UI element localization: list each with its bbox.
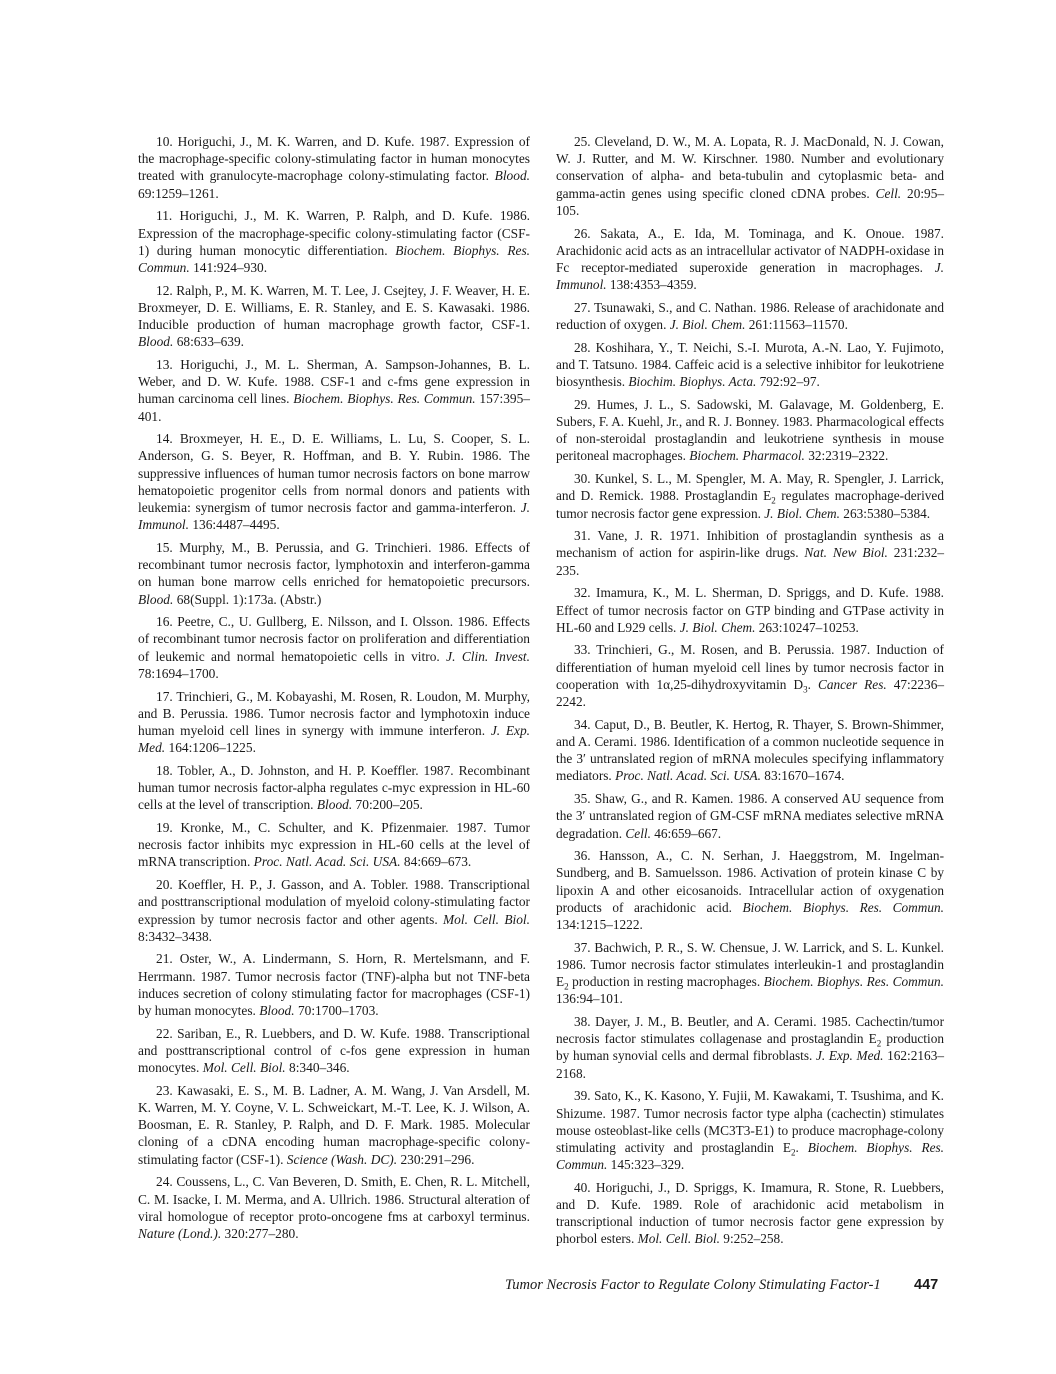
reference-item: 19. Kronke, M., C. Schulter, and K. Pfizenmaier. 1987. Tumor necrosis factor inhibits myc expression in HL-60 cells at the level of mRNA transcription. Proc. Natl. Acad. Sci. USA. 84:669–673. xyxy=(138,820,530,870)
reference-item: 28. Koshihara, Y., T. Neichi, S.-I. Murota, A.-N. Lao, Y. Fujimoto, and T. Tatsuno. 1984. Caffeic acid is a selective inhibitor for leukotriene biosynthesis. Biochim. Biophys. Acta. 792:92–97. xyxy=(556,339,944,390)
references-column-left xyxy=(138,133,530,1248)
reference-item: 36. Hansson, A., C. N. Serhan, J. Haeggstrom, M. Ingelman-Sundberg, and B. Samuelsson. 1986. Activation of protein kinase C by lipoxin A and other eicosanoids. Intracellular action of oxygenation products of arachidonic acid. Biochem. Biophys. Res. Commun. 134:1215–1222. xyxy=(556,848,944,933)
reference-item: 13. Horiguchi, J., M. L. Sherman, A. Sampson-Johannes, B. L. Weber, and D. W. Kufe. 1988. CSF-1 and c-fms gene expression in human carcinoma cell lines. Biochem. Biophys. Res. Commun. 157:395–401. xyxy=(138,356,530,424)
reference-item: 39. Sato, K., K. Kasono, Y. Fujii, M. Kawakami, T. Tsushima, and K. Shizume. 1987. Tumor necrosis factor type alpha (cachectin) stimulates mouse osteoblast-like cells (MC3T3-E1) to produce macrophage-colony stimulating activity and prostaglandin $E_2$. Biochem. Biophys. Res. Commun. 145:323–329. xyxy=(556,1088,944,1173)
reference-item: 22. Sariban, E., R. Luebbers, and D. W. Kufe. 1988. Transcriptional and posttranscriptional control of c-fos gene expression in human monocytes. Mol. Cell. Biol. 8:340–346. xyxy=(138,1025,530,1076)
reference-item: 15. Murphy, M., B. Perussia, and G. Trinchieri. 1986. Effects of recombinant tumor necrosis factor, lymphotoxin and interferon-gamma on human bone marrow cells enriched for hematopoietic precursors. Blood. 68(Suppl. 1):173a. (Abstr.) xyxy=(138,539,530,607)
reference-item: 23. Kawasaki, E. S., M. B. Ladner, A. M. Wang, J. Van Arsdell, M. K. Warren, M. Y. Coyne, V. L. Schweickart, M.-T. Lee, K. J. Wilson, A. Boosman, E. R. Stanley, P. Ralph, and D. F. Mark. 1985. Molecular cloning of a cDNA encoding human macrophage-specific colony-stimulating factor (CSF-1). Science (Wash. DC). 230:291–296. xyxy=(138,1082,530,1167)
reference-item: 10. Horiguchi, J., M. K. Warren, and D. Kufe. 1987. Expression of the macrophage-specific colony-stimulating factor in human monocytes treated with granulocyte-macrophage colony-stimulating factor. Blood. 69:1259–1261. xyxy=(138,134,530,201)
reference-item: 31. Vane, J. R. 1971. Inhibition of prostaglandin synthesis as a mechanism of action for aspirin-like drugs. Nat. New Biol. 231:232–235. xyxy=(556,528,945,578)
reference-item: 30. Kunkel, S. L., M. Spengler, M. A. May, R. Spengler, J. Larrick, and D. Remick. 1988. Prostaglandin $E_2$ regulates macrophage-derived tumor necrosis factor gene expression. J. Biol. Chem. 263:5380–5384. xyxy=(556,471,944,521)
reference-item: 21. Oster, W., A. Lindermann, S. Horn, R. Mertelsmann, and F. Herrmann. 1987. Tumor necrosis factor (TNF)-alpha but not TNF-beta induces secretion of colony stimulating factor for macrophages (CSF-1) by human monocytes. Blood. 70:1700–1703. xyxy=(138,951,530,1019)
reference-item: 20. Koeffler, H. P., J. Gasson, and A. Tobler. 1988. Transcriptional and posttranscriptional modulation of myeloid colony-stimulating factor expression by tumor necrosis factor and other agents. Mol. Cell. Biol. 8:3432–3438. xyxy=(138,877,530,944)
reference-item: 37. Bachwich, P. R., S. W. Chensue, J. W. Larrick, and S. L. Kunkel. 1986. Tumor necrosis factor stimulates interleukin-1 and prostaglandin $E_2$ production in resting macrophages. Biochem. Biophys. Res. Commun. 136:94–101. xyxy=(556,939,944,1007)
reference-item: 38. Dayer, J. M., B. Beutler, and A. Cerami. 1985. Cachectin/tumor necrosis factor stimulates collagenase and prostaglandin $E_2$ production by human synovial cells and dermal fibroblasts. J. Exp. Med. 162:2163–2168. xyxy=(556,1014,944,1081)
reference-item: 26. Sakata, A., E. Ida, M. Tominaga, and K. Onoue. 1987. Arachidonic acid acts as an intracellular activator of NADPH-oxidase in Fc receptor-mediated superoxide generation in macrophages. J. Immunol. 138:4353–4359. xyxy=(556,225,944,293)
reference-item: 35. Shaw, G., and R. Kamen. 1986. A conserved AU sequence from the 3′ untranslated region of GM-CSF mRNA mediates selective mRNA degradation. Cell. 46:659–667. xyxy=(556,791,944,841)
reference-item: 32. Imamura, K., M. L. Sherman, D. Spriggs, and D. Kufe. 1988. Effect of tumor necrosis factor on GTP binding and GTPase activity in HL-60 and L929 cells. J. Biol. Chem. 263:10247–10253. xyxy=(556,585,944,635)
reference-list-right xyxy=(556,133,944,1248)
reference-item: 12. Ralph, P., M. K. Warren, M. T. Lee, J. Csejtey, J. F. Weaver, H. E. Broxmeyer, D. E. Williams, E. R. Stanley, and E. S. Kawasaki. 1986. Inducible production of human macrophage growth factor, CSF-1. Blood. 68:633–639. xyxy=(138,282,530,350)
reference-item: 27. Tsunawaki, S., and C. Nathan. 1986. Release of arachidonate and reduction of oxygen. J. Biol. Chem. 261:11563–11570. xyxy=(556,299,944,333)
reference-item: 33. Trinchieri, G., M. Rosen, and B. Perussia. 1987. Induction of differentiation of human myeloid cell lines by tumor necrosis factor in cooperation with 1α,25-dihydroxyvitamin $D_3$. Cancer Res. 47:2236–2242. xyxy=(556,642,944,710)
reference-item: 17. Trinchieri, G., M. Kobayashi, M. Rosen, R. Loudon, M. Murphy, and B. Perussia. 1986. Tumor necrosis factor and lymphotoxin induce human myeloid cell lines in synergy with immune interferon. J. Exp. Med. 164:1206–1225. xyxy=(138,688,530,756)
reference-item: 34. Caput, D., B. Beutler, K. Hertog, R. Thayer, S. Brown-Shimmer, and A. Cerami. 1986. Identification of a common nucleotide sequence in the 3′ untranslated region of mRNA molecules specifying inflammatory mediators. Proc. Natl. Acad. Sci. USA. 83:1670–1674. xyxy=(556,716,944,784)
running-title: Tumor Necrosis Factor to Regulate Colony Stimulating Factor-1 xyxy=(505,1277,881,1293)
reference-item: 40. Horiguchi, J., D. Spriggs, K. Imamura, R. Stone, R. Luebbers, and D. Kufe. 1989. Role of arachidonic acid metabolism in transcriptional induction of tumor necrosis factor gene expression by phorbol esters. Mol. Cell. Biol. 9:252–258. xyxy=(556,1179,944,1247)
reference-item: 29. Humes, J. L., S. Sadowski, M. Galavage, M. Goldenberg, E. Subers, F. A. Kuehl, Jr., and R. J. Bonney. 1983. Pharmacological effects of non-steroidal prostaglandin and leukotriene synthesis in mouse peritoneal macrophages. Biochem. Pharmacol. 32:2319–2322. xyxy=(556,396,944,464)
references-column-right xyxy=(556,133,944,1253)
reference-item: 18. Tobler, A., D. Johnston, and H. P. Koeffler. 1987. Recombinant human tumor necrosis factor-alpha regulates c-myc expression in HL-60 cells at the level of transcription. Blood. 70:200–205. xyxy=(138,762,530,813)
reference-item: 16. Peetre, C., U. Gullberg, E. Nilsson, and I. Olsson. 1986. Effects of recombinant tumor necrosis factor on proliferation and differentiation of leukemic and normal hematopoietic cells in vitro. J. Clin. Invest. 78:1694–1700. xyxy=(138,614,530,681)
reference-list-left xyxy=(138,133,530,1242)
reference-item: 25. Cleveland, D. W., M. A. Lopata, R. J. MacDonald, N. J. Cowan, W. J. Rutter, and M. W. Kirschner. 1980. Number and evolutionary conservation of alpha- and beta-tubulin and cytoplasmic beta- and gamma-actin genes using specific cloned cDNA probes. Cell. 20:95–105. xyxy=(556,134,944,218)
page-number: 447 xyxy=(914,1277,939,1293)
reference-item: 11. Horiguchi, J., M. K. Warren, P. Ralph, and D. Kufe. 1986. Expression of the macrophage-specific colony-stimulating factor (CSF-1) during human monocytic differentiation. Biochem. Biophys. Res. Commun. 141:924–930. xyxy=(138,208,530,275)
reference-item: 14. Broxmeyer, H. E., D. E. Williams, L. Lu, S. Cooper, S. L. Anderson, G. S. Beyer, R. Hoffman, and B. Y. Rubin. 1986. The suppressive influences of human tumor necrosis factors on bone marrow hematopoietic progenitor cells from normal donors and patients with leukemia: synergism of tumor necrosis factor and gamma-interferon. J. Immunol. 136:4487–4495. xyxy=(138,431,530,533)
reference-item: 24. Coussens, L., C. Van Beveren, D. Smith, E. Chen, R. L. Mitchell, C. M. Isacke, I. M. Merma, and A. Ullrich. 1986. Structural alteration of viral homologue of receptor proto-oncogene fms at carboxyl terminus. Nature (Lond.). 320:277–280. xyxy=(138,1174,530,1241)
